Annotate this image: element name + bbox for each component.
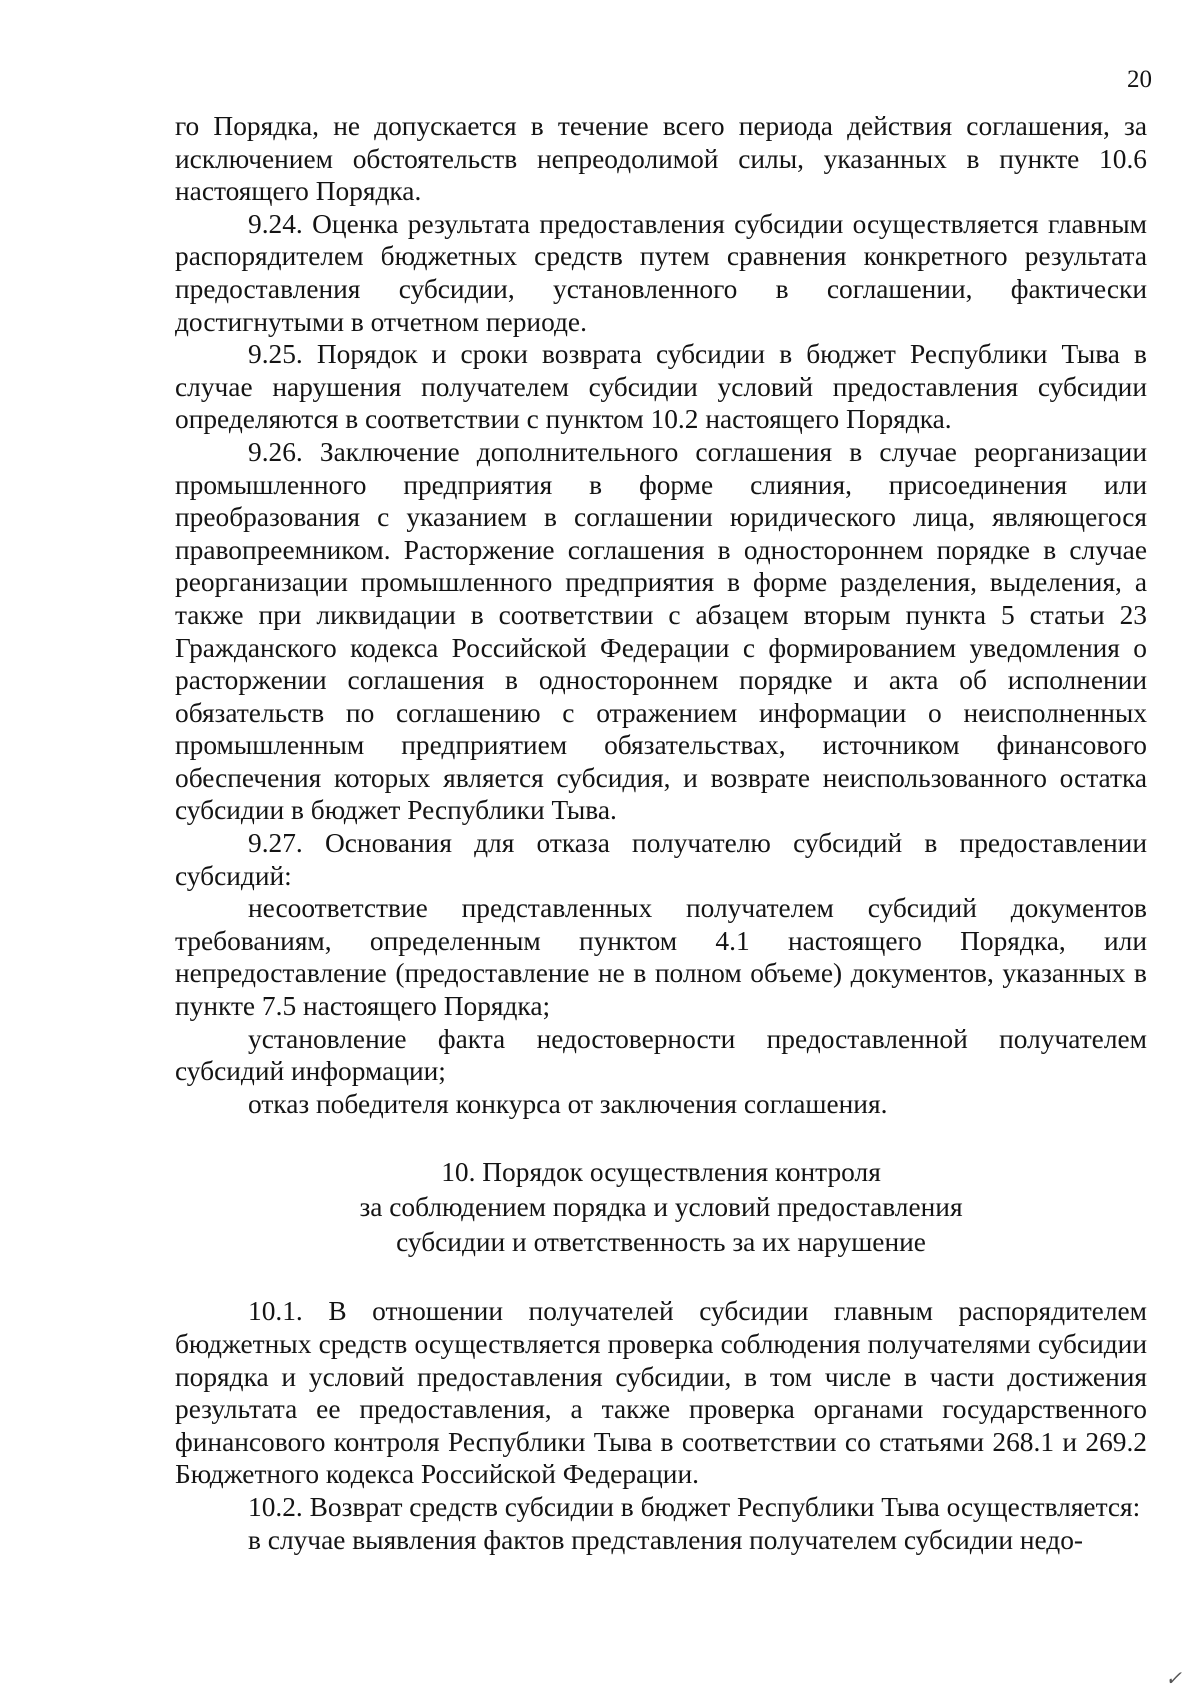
paragraph-9-27-item-3: отказ победителя конкурса от заключения соглашения. [248, 1088, 888, 1119]
paragraph-9-27: 9.27. Основания для отказа получателю субсидий в предоставлении субсидий: [175, 828, 1147, 891]
paragraph-continuation: го Порядка, не допускается в течение всего периода действия соглашения, за исключением обстоятельств непреодолимой силы, указанных в пункте 10.6 настоящего Порядка. [175, 111, 1147, 207]
paragraph-10-2: 10.2. Возврат средств субсидии в бюджет Республики Тыва осуществляется: [248, 1491, 1141, 1522]
handwritten-mark-icon: ✓ [1165, 1668, 1182, 1690]
section-heading-line: 10. Порядок осуществления контроля [441, 1157, 881, 1188]
section-heading-line: за соблюдением порядка и условий предоставления [359, 1192, 963, 1223]
section-heading-line: субсидии и ответственность за их нарушение [396, 1227, 926, 1258]
page-number: 20 [1127, 66, 1152, 93]
paragraph-10-1: 10.1. В отношении получателей субсидии главным распорядителем бюджетных средств осуществляется проверка соблюдения получателями субсидии порядка и условий предоставления субсидии, в том числе в части достижения результата ее предоставления, а также проверка органами государственного финансового контроля Республики Тыва в соответствии со статьями 268.1 и 269.2 Бюджетного кодекса Российской Федерации. [175, 1296, 1147, 1490]
paragraph-10-2-item-1: в случае выявления фактов представления получателем субсидии недо- [248, 1524, 1084, 1555]
paragraph-9-25: 9.25. Порядок и сроки возврата субсидии в бюджет Республики Тыва в случае нарушения получателем субсидии условий предоставления субсидии определяются в соответствии с пунктом 10.2 настоящего Порядка. [175, 339, 1147, 435]
paragraph-9-27-item-2: установление факта недостоверности предоставленной получателем субсидий информации; [175, 1023, 1147, 1087]
paragraph-9-24: 9.24. Оценка результата предоставления субсидии осуществляется главным распорядителем бюджетных средств путем сравнения конкретного результата предоставления субсидии, установленного в соглашении, фактически достигнутыми в отчетном периоде. [175, 208, 1147, 337]
paragraph-9-26: 9.26. Заключение дополнительного соглашения в случае реорганизации промышленного предприятия в форме слияния, присоединения или преобразования с указанием в соглашении юридического лица, являющегося правопреемником. Расторжение соглашения в одностороннем порядке в случае реорганизации промышленного предприятия в форме разделения, выделения, а также при ликвидации в соответствии с абзацем вторым пункта 5 статьи 23 Гражданского кодекса Российской Федерации с формированием уведомления о расторжении соглашения в одностороннем порядке и акта об исполнении обязательств по соглашению с отражением информации о неисполненных промышленным предприятием обязательствах, источником финансового обеспечения которых является субсидия, и возврате неиспользованного остатка субсидии в бюджет Республики Тыва. [175, 436, 1147, 826]
section-heading-10 [175, 1155, 1147, 1260]
document-body [175, 110, 1147, 1556]
paragraph-9-27-item-1: несоответствие представленных получателем субсидий документов требованиям, определенным пунктом 4.1 настоящего Порядка, или непредоставление (предоставление не в полном объеме) документов, указанных в пункте 7.5 настоящего Порядка; [175, 893, 1147, 1022]
